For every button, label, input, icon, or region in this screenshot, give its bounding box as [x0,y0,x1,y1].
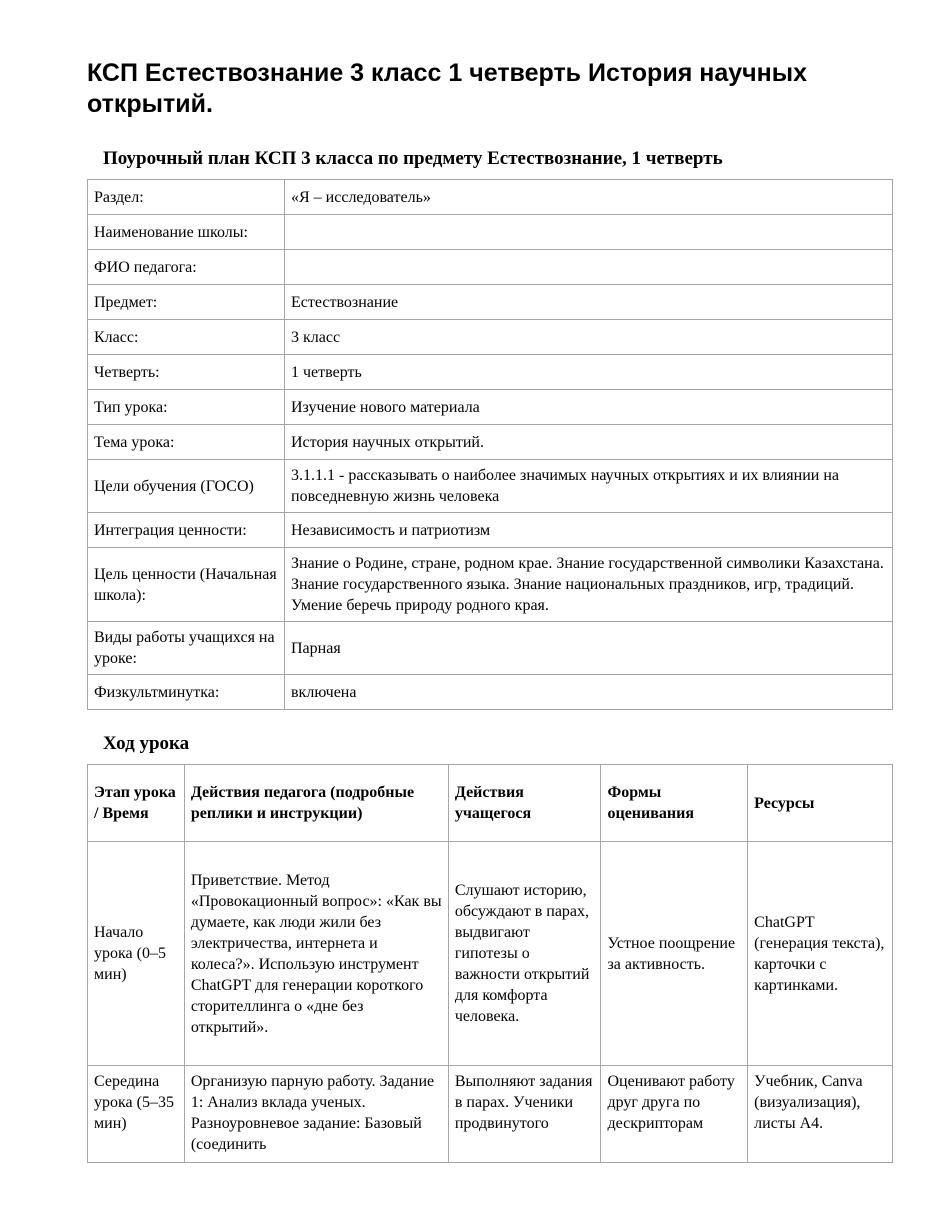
info-row [88,320,893,355]
course-heading: Ход урока [103,733,190,754]
table-cell: Начало урока (0–5 мин) [88,842,185,1066]
info-row [88,180,893,215]
info-label: Предмет: [88,285,285,320]
table-cell: Организую парную работу. Задание 1: Анализ вклада ученых. Разноуровневое задание: Базовый (соединить [184,1066,448,1163]
info-label: Четверть: [88,355,285,390]
info-value: 1 четверть [285,355,893,390]
table-cell: Оценивают работу друг друга по дескрипторам [601,1066,748,1163]
info-value: 3.1.1.1 - рассказывать о наиболее значимых научных открытиях и их влиянии на повседневную жизнь человека [285,460,893,513]
info-row [88,390,893,425]
lesson-course-table [87,764,893,1163]
info-value: Изучение нового материала [285,390,893,425]
info-row [88,425,893,460]
info-value: Парная [285,622,893,675]
table-row [88,1066,893,1163]
info-label: Цель ценности (Начальная школа): [88,548,285,622]
table-cell: ChatGPT (генерация текста), карточки с картинками. [748,842,893,1066]
info-label: Физкультминутка: [88,675,285,710]
info-row [88,285,893,320]
info-value: История научных открытий. [285,425,893,460]
table-cell: Выполняют задания в парах. Ученики продвинутого [448,1066,601,1163]
table-header-row [88,765,893,842]
table-cell: Приветствие. Метод «Провокационный вопрос»: «Как вы думаете, как люди жили без электричества, интернета и колеса?». Использую инструмент ChatGPT для генерации короткого сторителлинга о «дне без открытий». [184,842,448,1066]
table-row [88,842,893,1066]
info-value: «Я – исследователь» [285,180,893,215]
table-cell: Устное поощрение за активность. [601,842,748,1066]
info-label: Виды работы учащихся на уроке: [88,622,285,675]
info-value: Знание о Родине, стране, родном крае. Знание государственной символики Казахстана. Знание государственного языка. Знание национальных праздников, игр, традиций. Умение беречь природу родного края. [285,548,893,622]
info-row [88,622,893,675]
info-label: Цели обучения (ГОСО) [88,460,285,513]
lesson-info-table [87,179,893,710]
info-value: 3 класс [285,320,893,355]
table-cell: Учебник, Canva (визуализация), листы А4. [748,1066,893,1163]
info-label: Класс: [88,320,285,355]
table-cell: Слушают историю, обсуждают в парах, выдвигают гипотезы о важности открытий для комфорта человека. [448,842,601,1066]
info-row [88,675,893,710]
column-header: Этап урока / Время [88,765,185,842]
info-label: Интеграция ценности: [88,513,285,548]
info-label: Тема урока: [88,425,285,460]
info-row [88,548,893,622]
info-row [88,355,893,390]
column-header: Действия учащегося [448,765,601,842]
info-row [88,460,893,513]
info-row [88,215,893,250]
info-label: ФИО педагога: [88,250,285,285]
column-header: Формы оценивания [601,765,748,842]
info-value: Независимость и патриотизм [285,513,893,548]
info-value [285,215,893,250]
info-value [285,250,893,285]
column-header: Ресурсы [748,765,893,842]
column-header: Действия педагога (подробные реплики и инструкции) [184,765,448,842]
document-title: КСП Естествознание 3 класс 1 четверть История научных открытий. [87,59,808,118]
info-label: Наименование школы: [88,215,285,250]
info-label: Раздел: [88,180,285,215]
info-value: включена [285,675,893,710]
info-label: Тип урока: [88,390,285,425]
info-row [88,250,893,285]
info-value: Естествознание [285,285,893,320]
plan-heading: Поурочный план КСП 3 класса по предмету Естествознание, 1 четверть [103,148,723,169]
info-row [88,513,893,548]
table-cell: Середина урока (5–35 мин) [88,1066,185,1163]
